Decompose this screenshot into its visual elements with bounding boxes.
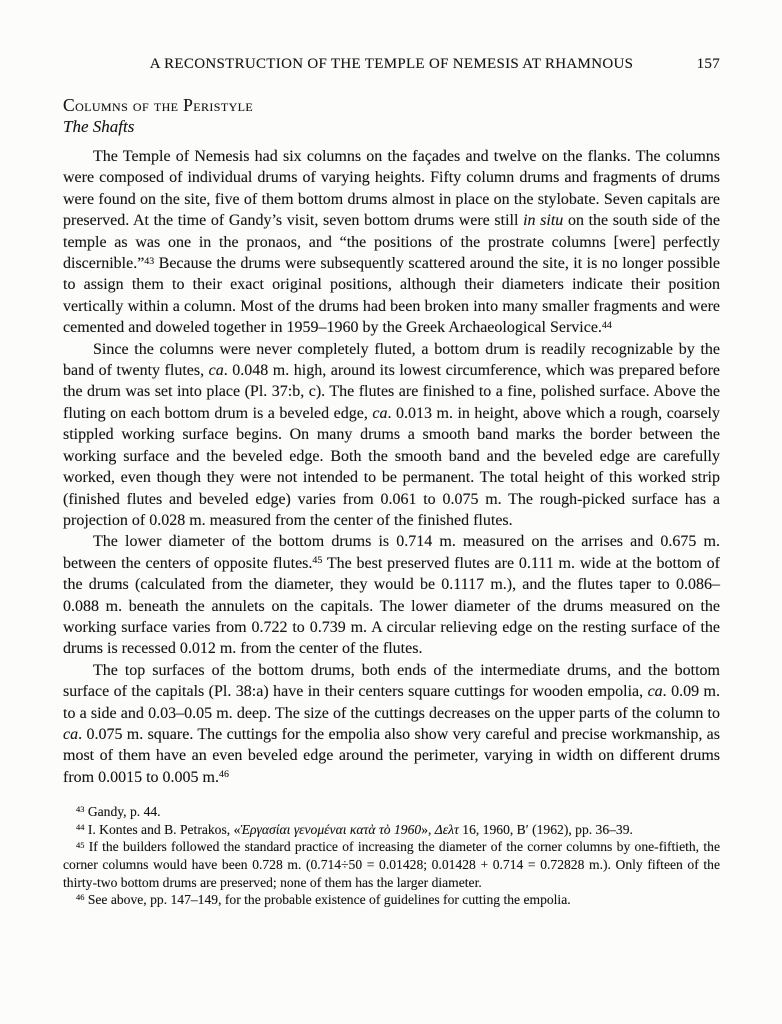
footnote-item [63,803,720,821]
text-run: 16, 1960, Β′ (1962), pp. 36–39. [458,821,633,837]
italic-text: ca [208,362,224,380]
footnotes [63,803,720,909]
footnote-ref: 44 [601,319,612,331]
text-block [63,56,720,909]
text-run: The top surfaces of the bottom drums, both ends of the intermediate drums, and the bottom surface of the capitals (Pl. 38:a) have in their centers square cuttings for wooden empolia, [63,661,720,701]
running-head-title: A RECONSTRUCTION OF THE TEMPLE OF NEMESIS AT RHAMNOUS [149,56,634,72]
footnote-number: 43 [76,804,85,815]
section-heading: Columns of the Peristyle [63,95,254,115]
footnote-ref: 43 [144,255,155,267]
italic-text: ca [647,683,663,701]
text-run: See above, pp. 147–149, for the probable existence of guidelines for cutting the empolia. [87,892,571,908]
text-run: . 0.013 m. in height, above which a rough, coarsely stippled working surface begins. On many drums a smooth band marks the border between the working surface and the beveled edge. Both the smooth band and the beveled edge are carefully worked, even though they were not intended to be permanent. The total height of this worked strip (finished flutes and beveled edge) varies from 0.061 to 0.075 m. The rough-picked surface has a projection of 0.028 m. measured from the center of the finished flutes. [63,404,721,529]
text-run: If the builders followed the standard practice of increasing the diameter of the corner columns by one-fiftieth, the corner columns would have been 0.728 m. (0.714÷50 = 0.01428; 0.01428 + 0.714 = 0.72828 m.). Only fifteen of the thirty-two bottom drums are preserved; none of them has the larger diameter. [63,839,720,890]
italic-text: ca [63,725,79,743]
text-run: Because the drums were subsequently scattered around the site, it is no longer possible to assign them to their exact original positions, although their diameters indicate their position vertically within a column. Most of the drums had been broken into many smaller fragments and were cemented and doweled together in 1959–1960 by the Greek Archaeological Service. [63,255,720,337]
footnote-ref: 46 [219,769,229,781]
footnote-item [63,821,720,839]
text-run: Gandy, p. 44. [87,804,161,820]
text-run: The best preserved flutes are 0.111 m. wide at the bottom of the drums (calculated from the diameter, they would be 0.1117 m.), and the flutes taper to 0.086–0.088 m. beneath the annulets on the capitals. The lower diameter of the drums measured on the working surface varies from 0.722 to 0.739 m. A circular relieving edge on the resting surface of the drums is recessed 0.012 m. from the center of the flutes. [63,554,721,658]
page-header [63,56,720,74]
italic-text: ca [372,404,388,422]
text-run: The lower diameter of the bottom drums is 0.714 m. measured on the arrises and 0.675 m. between the centers of opposite flutes. [63,533,720,572]
footnote-item [63,838,720,891]
text-run: . 0.09 m. to a side and 0.03–0.05 m. deep. The size of the cuttings decreases on the upper parts of the column to [63,683,720,722]
body-paragraph [63,531,720,659]
body-paragraph [63,146,720,339]
italic-text: Δελτ [434,821,459,837]
footnote-number: 46 [76,892,85,903]
text-run: I. Kontes and B. Petrakos, « [87,821,241,837]
body-paragraph [63,660,720,788]
body-paragraphs [63,146,720,788]
body-paragraph [63,339,720,532]
footnote-number: 44 [76,822,85,832]
italic-text: Ἐργασίαι γενομέναι κατὰ τὸ 1960 [240,821,422,837]
section-subheading: The Shafts [63,117,135,136]
text-run: . 0.075 m. square. The cuttings for the empolia also show very careful and precise workmanship, as most of them have an even beveled edge around the perimeter, varying in width on different drums from 0.0015 to 0.005 m. [63,725,720,786]
text-run: The Temple of Nemesis had six columns on the façades and twelve on the flanks. The columns were composed of individual drums of varying heights. Fifty column drums and fragments of drums were found on the site, five of them bottom drums almost in place on the stylobate. Seven capitals are preserved. At the time of Gandy’s visit, seven bottom drums were still [63,148,720,230]
text-run: », [421,821,435,837]
page-number: 157 [696,56,720,72]
footnote-item [63,891,720,909]
text-run: . 0.048 m. high, around its lowest circumference, which was prepared before the drum was set into place (Pl. 37:b, c). The flutes are finished to a fine, polished surface. Above the fluting on each bottom drum is a beveled edge, [63,362,720,422]
text-run: Since the columns were never completely fluted, a bottom drum is readily recognizable by the band of twenty flutes, [63,340,720,380]
footnote-ref: 45 [312,555,323,567]
italic-text: in situ [523,212,564,230]
text-run: on the south side of the temple as was one in the pronaos, and “the positions of the prostrate columns [were] perfectly discernible.” [63,212,721,273]
footnote-number: 45 [76,839,85,850]
